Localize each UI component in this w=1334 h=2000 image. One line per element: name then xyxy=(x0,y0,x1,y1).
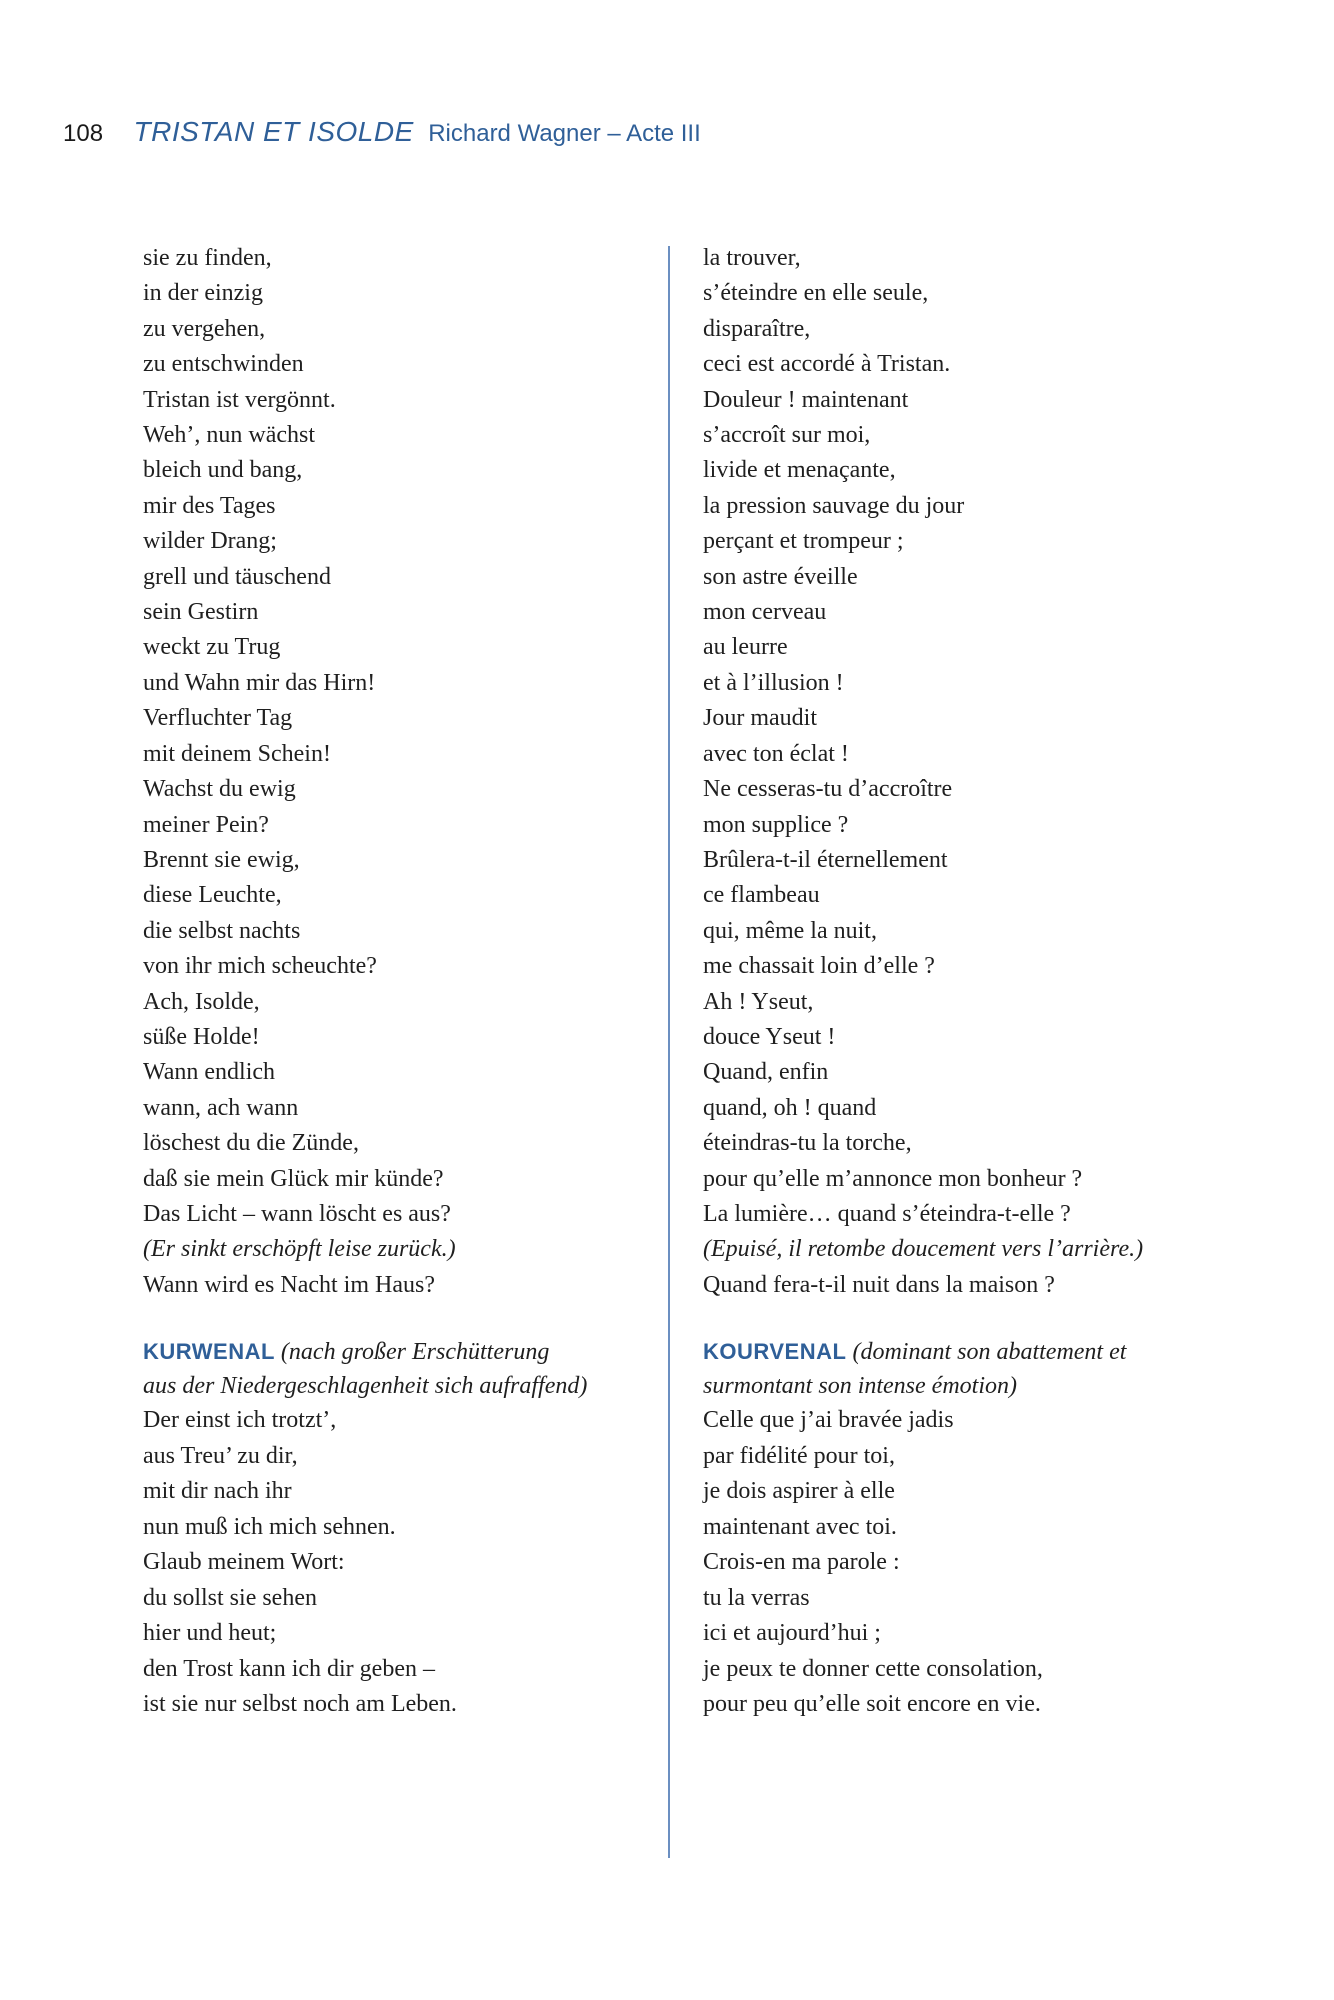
stage-direction: (nach großer Erschütterung xyxy=(280,1339,550,1365)
verse-line: livide et menaçante, xyxy=(703,457,896,484)
verse-line: la trouver, xyxy=(703,245,801,271)
verse-line: den Trost kann ich dir geben – xyxy=(143,1655,435,1682)
verse-line: Crois-en ma parole : xyxy=(703,1549,900,1575)
verse-line: mit dir nach ihr xyxy=(143,1478,292,1504)
verse-line: pour peu qu’elle soit encore en vie. xyxy=(703,1691,1041,1717)
verse-line: Das Licht – wann löscht es aus? xyxy=(143,1200,451,1227)
verse-line: quand, oh ! quand xyxy=(703,1094,877,1121)
french-verse-block xyxy=(703,241,1223,1303)
verse-line: Douleur ! maintenant xyxy=(703,386,909,413)
verse-line: Glaub meinem Wort: xyxy=(143,1549,345,1575)
stage-direction: (dominant son abattement et xyxy=(852,1339,1127,1365)
stage-direction: (Er sinkt erschöpft leise zurück.) xyxy=(143,1236,456,1263)
verse-line: sie zu finden, xyxy=(143,245,272,271)
verse-line: Brûlera-t-il éternellement xyxy=(703,846,948,873)
verse-line: Quand fera-t-il nuit dans la maison ? xyxy=(703,1271,1055,1298)
verse-line: Wann endlich xyxy=(143,1059,276,1086)
verse-line: et à l’illusion ! xyxy=(703,669,844,696)
verse-line: Weh’, nun wächst xyxy=(143,422,316,449)
verse-line: meiner Pein? xyxy=(143,811,269,838)
verse-line: zu entschwinden xyxy=(143,351,304,378)
verse-line: mir des Tages xyxy=(143,492,276,519)
verse-line: nun muß ich mich sehnen. xyxy=(143,1513,396,1540)
verse-line: disparaître, xyxy=(703,315,811,342)
verse-line: me chassait loin d’elle ? xyxy=(703,953,935,980)
verse-line: Verfluchter Tag xyxy=(143,705,293,732)
verse-line: avec ton éclat ! xyxy=(703,740,849,767)
verse-line: sein Gestirn xyxy=(143,599,259,626)
verse-line: s’accroît sur moi, xyxy=(703,422,871,449)
german-verse-block xyxy=(143,241,663,1303)
verse-line: Celle que j’ai bravée jadis xyxy=(703,1407,954,1433)
verse-line: son astre éveille xyxy=(703,563,858,590)
verse-line: ceci est accordé à Tristan. xyxy=(703,351,951,378)
stage-direction: (Epuisé, il retombe doucement vers l’arrière.) xyxy=(703,1236,1144,1263)
verse-line: von ihr mich scheuchte? xyxy=(143,953,377,980)
verse-line: pour qu’elle m’annonce mon bonheur ? xyxy=(703,1165,1083,1192)
verse-line: Tristan ist vergönnt. xyxy=(143,386,336,413)
verse-line: mon supplice ? xyxy=(703,811,849,838)
verse-line: Ach, Isolde, xyxy=(143,988,260,1015)
verse-line: tu la verras xyxy=(703,1584,810,1611)
verse-line: zu vergehen, xyxy=(143,315,266,342)
verse-line: je dois aspirer à elle xyxy=(703,1478,895,1504)
verse-line: wann, ach wann xyxy=(143,1094,299,1121)
verse-line: Quand, enfin xyxy=(703,1059,829,1086)
verse-line: au leurre xyxy=(703,634,788,661)
verse-line: hier und heut; xyxy=(143,1620,277,1646)
speaker-name: KURWENAL xyxy=(143,1339,275,1364)
stage-direction: surmontant son intense émotion) xyxy=(703,1372,1017,1399)
verse-line: Wann wird es Nacht im Haus? xyxy=(143,1271,435,1298)
verse-line: Wachst du ewig xyxy=(143,776,296,803)
opera-subtitle: Richard Wagner – Acte III xyxy=(428,120,701,147)
page-header xyxy=(63,116,701,148)
speaker-heading xyxy=(703,1335,1243,1370)
verse-line: und Wahn mir das Hirn! xyxy=(143,669,376,696)
verse-line: diese Leuchte, xyxy=(143,882,282,909)
speaker-heading xyxy=(143,1335,683,1370)
verse-line: la pression sauvage du jour xyxy=(703,492,965,519)
verse-line: douce Yseut ! xyxy=(703,1023,836,1050)
page-number: 108 xyxy=(63,120,104,147)
verse-line: perçant et trompeur ; xyxy=(703,528,904,555)
verse-line: éteindras-tu la torche, xyxy=(703,1130,912,1157)
verse-line: wilder Drang; xyxy=(143,528,277,555)
verse-line: aus Treu’ zu dir, xyxy=(143,1442,298,1469)
verse-line: Jour maudit xyxy=(703,705,817,732)
verse-line: grell und täuschend xyxy=(143,563,331,590)
verse-line: in der einzig xyxy=(143,280,263,307)
french-kourvenal-block xyxy=(703,1335,1243,1723)
verse-line: daß sie mein Glück mir künde? xyxy=(143,1165,444,1192)
verse-line: ici et aujourd’hui ; xyxy=(703,1620,881,1646)
verse-line: Der einst ich trotzt’, xyxy=(143,1407,337,1433)
verse-line: löschest du die Zünde, xyxy=(143,1130,359,1157)
verse-line: mit deinem Schein! xyxy=(143,740,331,767)
verse-line: par fidélité pour toi, xyxy=(703,1442,895,1469)
verse-line: Brennt sie ewig, xyxy=(143,846,300,873)
opera-title: TRISTAN ET ISOLDE xyxy=(133,116,414,147)
speaker-name: KOURVENAL xyxy=(703,1339,847,1364)
verse-line: La lumière… quand s’éteindra-t-elle ? xyxy=(703,1200,1071,1227)
verse-line: du sollst sie sehen xyxy=(143,1584,317,1611)
german-kurwenal-block xyxy=(143,1335,683,1723)
verse-line: qui, même la nuit, xyxy=(703,917,877,944)
verse-line: ce flambeau xyxy=(703,882,820,909)
verse-line: mon cerveau xyxy=(703,599,827,626)
stage-direction: aus der Niedergeschlagenheit sich aufraffend) xyxy=(143,1372,588,1399)
verse-line: bleich und bang, xyxy=(143,457,303,484)
verse-line: süße Holde! xyxy=(143,1023,260,1050)
verse-line: je peux te donner cette consolation, xyxy=(703,1655,1043,1682)
verse-line: maintenant avec toi. xyxy=(703,1513,897,1540)
verse-line: ist sie nur selbst noch am Leben. xyxy=(143,1691,457,1717)
verse-line: Ah ! Yseut, xyxy=(703,988,814,1015)
verse-line: die selbst nachts xyxy=(143,917,301,944)
verse-line: s’éteindre en elle seule, xyxy=(703,280,929,307)
verse-line: weckt zu Trug xyxy=(143,634,281,661)
verse-line: Ne cesseras-tu d’accroître xyxy=(703,776,953,803)
